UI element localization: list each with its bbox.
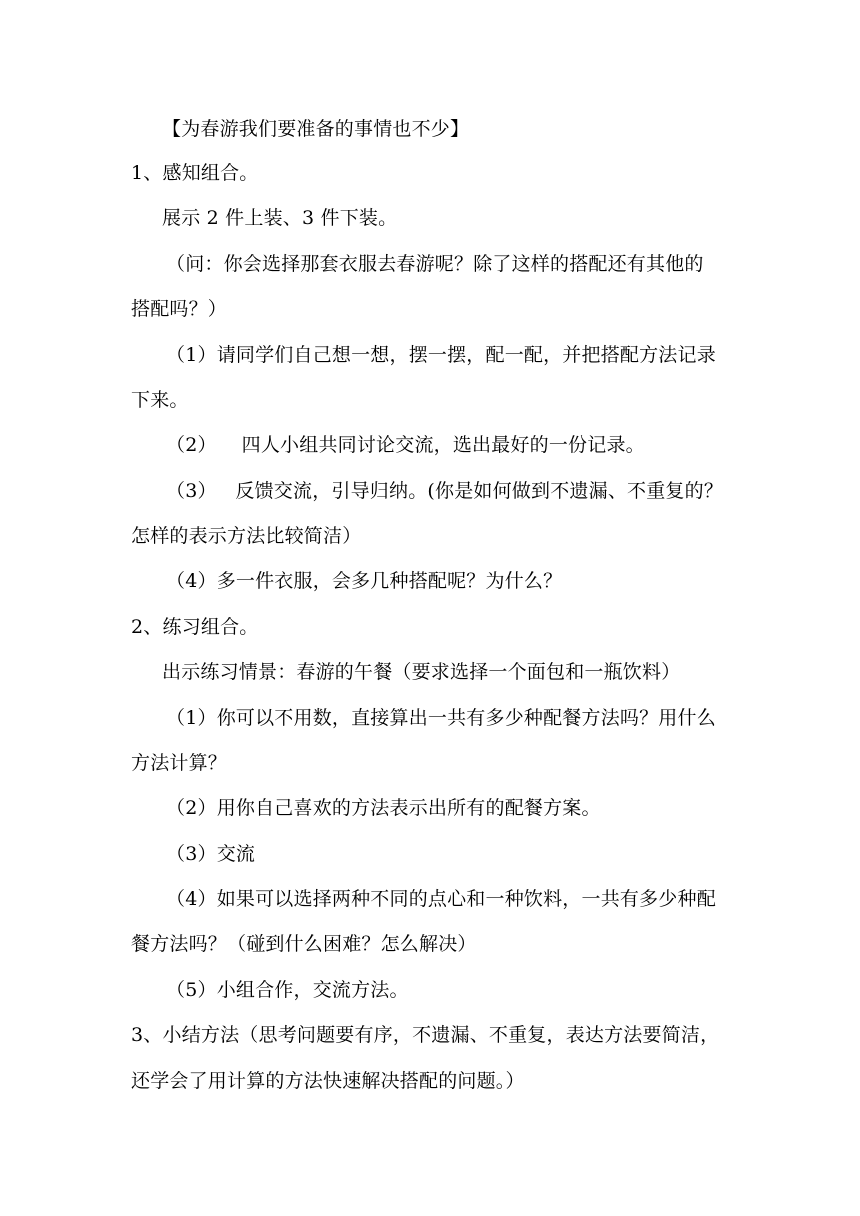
part2-step4-line1: （4）如果可以选择两种不同的点心和一种饮料，一共有多少种配 <box>166 888 716 910</box>
section-title: 【为春游我们要准备的事情也不少】 <box>162 118 470 140</box>
part1-step3-line1: （3） 反馈交流，引导归纳。(你是如何做到不遗漏、不重复的？ <box>166 480 724 502</box>
part3-line1: 3、小结方法（思考问题要有序，不遗漏、不重复，表达方法要简洁， <box>131 1024 720 1046</box>
part2-step1-line1: （1）你可以不用数，直接算出一共有多少种配餐方法吗？用什么 <box>166 707 716 729</box>
part1-question-line2: 搭配吗？） <box>131 298 228 320</box>
part2-step2: （2）用你自己喜欢的方法表示出所有的配餐方案。 <box>166 797 601 819</box>
part2-step4-line2: 餐方法吗？（碰到什么困难？怎么解决） <box>131 933 477 955</box>
part1-question-line1: （问：你会选择那套衣服去春游呢？除了这样的搭配还有其他的 <box>166 253 704 275</box>
part1-step4: （4）多一件衣服，会多几种搭配呢？为什么？ <box>166 570 563 592</box>
part2-step1-line2: 方法计算？ <box>131 752 228 774</box>
part1-step2: （2） 四人小组共同讨论交流，选出最好的一份记录。 <box>166 434 645 456</box>
part1-step3-line2: 怎样的表示方法比较简洁） <box>131 525 362 547</box>
part1-step1-line1: （1）请同学们自己想一想，摆一摆，配一配，并把搭配方法记录 <box>166 344 716 366</box>
part2-step3: （3）交流 <box>166 843 256 865</box>
part1-intro: 展示 2 件上装、3 件下装。 <box>162 207 398 229</box>
part3-line2: 还学会了用计算的方法快速解决搭配的问题。） <box>131 1070 525 1092</box>
part1-heading: 1、感知组合。 <box>131 162 259 184</box>
part2-intro: 出示练习情景：春游的午餐（要求选择一个面包和一瓶饮料） <box>162 661 681 683</box>
part2-step5: （5）小组合作，交流方法。 <box>166 979 409 1001</box>
part1-step1-line2: 下来。 <box>131 389 189 411</box>
part2-heading: 2、练习组合。 <box>131 616 259 638</box>
